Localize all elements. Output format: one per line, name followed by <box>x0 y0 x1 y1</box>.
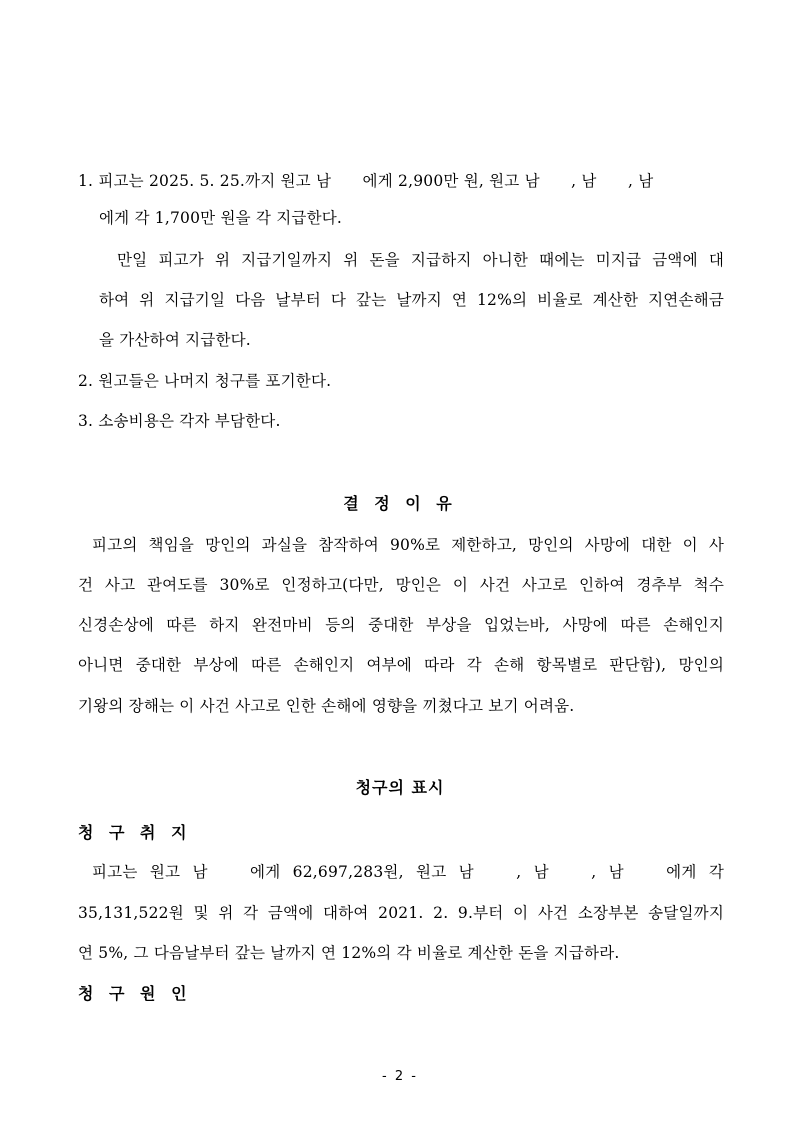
reasons-line-3: 신경손상에 따른 하지 완전마비 등의 중대한 부상을 입었는바, 사망에 따른 손해인지 <box>78 616 724 634</box>
order-item-1-line-1: 1. 피고는 2025. 5. 25.까지 원고 남 에게 2,900만 원, 원고 남 , 남 , 남 <box>78 172 654 190</box>
order-item-1-line-5: 을 가산하여 지급한다. <box>99 331 251 349</box>
page-number: - 2 - <box>382 1069 418 1084</box>
claim-purpose-line-3: 연 5%, 그 다음날부터 갚는 날까지 연 12%의 각 비율로 계산한 돈을 지급하라. <box>78 944 620 962</box>
claim-purpose-line-2: 35,131,522원 및 위 각 금액에 대하여 2021. 2. 9.부터 이 사건 소장부본 송달일까지 <box>78 904 724 922</box>
claim-purpose-line-1: 피고는 원고 남 에게 62,697,283원, 원고 남 , 남 , 남 에게 각 <box>92 863 724 881</box>
order-item-1-line-3: 만일 피고가 위 지급기일까지 위 돈을 지급하지 아니한 때에는 미지급 금액에 대 <box>117 251 724 269</box>
order-item-2: 2. 원고들은 나머지 청구를 포기한다. <box>78 372 332 390</box>
reasons-line-1: 피고의 책임을 망인의 과실을 참작하여 90%로 제한하고, 망인의 사망에 대한 이 사 <box>92 536 724 554</box>
reasons-line-2: 건 사고 관여도를 30%로 인정하고(다만, 망인은 이 사건 사고로 인하여 경추부 척수 <box>78 576 724 594</box>
order-item-3: 3. 소송비용은 각자 부담한다. <box>78 412 281 430</box>
reasons-line-5: 기왕의 장해는 이 사건 사고로 인한 손해에 영향을 끼쳤다고 보기 어려움. <box>78 697 575 715</box>
claim-heading: 청구의 표시 <box>355 778 445 797</box>
claim-purpose-heading: 청 구 취 지 <box>78 823 192 842</box>
reasons-line-4: 아니면 중대한 부상에 따른 손해인지 여부에 따라 각 손해 항목별로 판단함), 망인의 <box>78 656 724 674</box>
order-item-1-line-4: 하여 위 지급기일 다음 날부터 다 갚는 날까지 연 12%의 비율로 계산한 지연손해금 <box>99 291 724 309</box>
claim-cause-heading: 청 구 원 인 <box>78 984 192 1003</box>
reasons-heading: 결 정 이 유 <box>343 494 457 513</box>
order-item-1-line-2: 에게 각 1,700만 원을 각 지급한다. <box>99 209 343 227</box>
